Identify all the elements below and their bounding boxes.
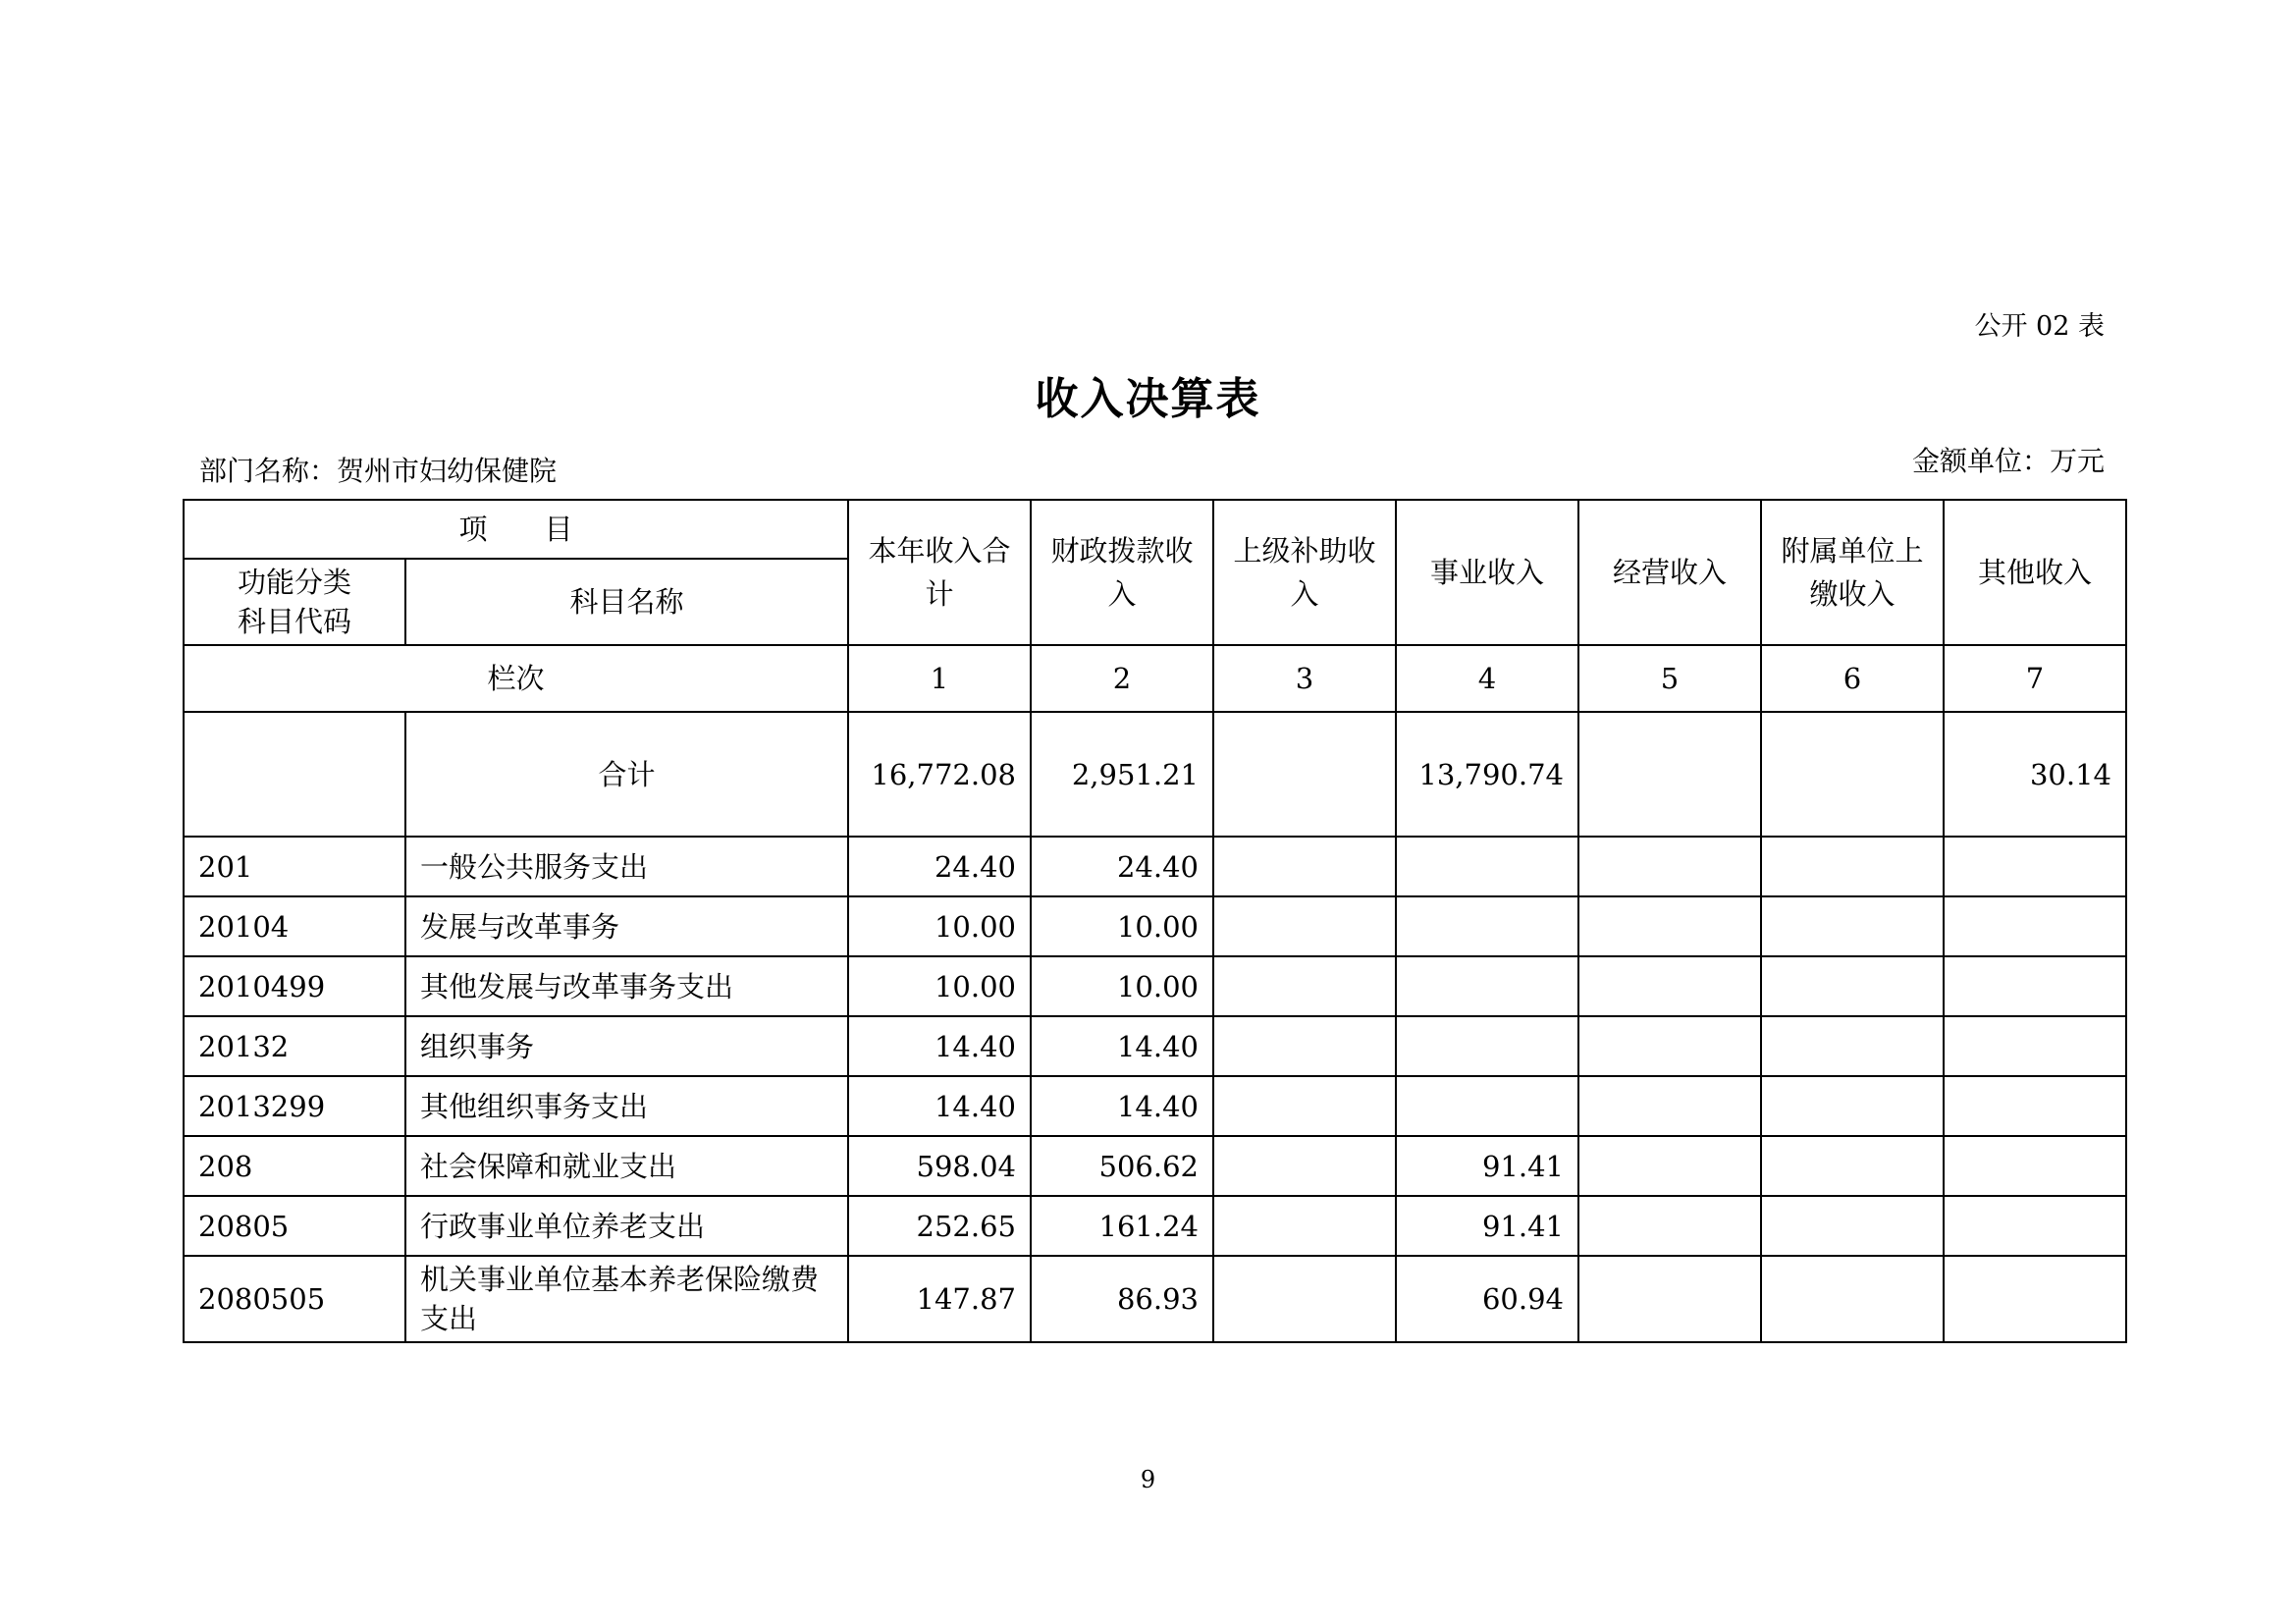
amount-cell [1578, 837, 1761, 896]
amount-cell: 14.40 [1031, 1016, 1213, 1076]
amount-cell: 10.00 [848, 956, 1031, 1016]
subject-code: 2010499 [184, 956, 405, 1016]
amount-cell [1944, 1196, 2126, 1256]
subject-name: 其他发展与改革事务支出 [405, 956, 848, 1016]
amount-cell [1396, 896, 1578, 956]
amount-cell: 10.00 [1031, 956, 1213, 1016]
amount-cell [1213, 956, 1396, 1016]
amount-cell [1944, 956, 2126, 1016]
table-row [184, 1076, 2126, 1136]
seq-number: 5 [1578, 645, 1761, 712]
total-code-cell [184, 712, 405, 837]
seq-number: 7 [1944, 645, 2126, 712]
amount-cell: 14.40 [1031, 1076, 1213, 1136]
table-row [184, 1196, 2126, 1256]
total-value: 30.14 [1944, 712, 2126, 837]
amount-cell [1944, 1016, 2126, 1076]
amount-cell: 91.41 [1396, 1196, 1578, 1256]
amount-unit: 金额单位：万元 [1911, 445, 2105, 477]
subject-code: 20805 [184, 1196, 405, 1256]
column-header: 事业收入 [1396, 500, 1578, 645]
amount-cell [1944, 1076, 2126, 1136]
subject-name: 组织事务 [405, 1016, 848, 1076]
table-row [184, 1136, 2126, 1196]
amount-cell: 24.40 [848, 837, 1031, 896]
amount-cell [1396, 837, 1578, 896]
total-value [1578, 712, 1761, 837]
amount-cell [1213, 1076, 1396, 1136]
amount-cell [1761, 837, 1944, 896]
amount-cell [1396, 956, 1578, 1016]
amount-cell [1944, 1136, 2126, 1196]
seq-number: 4 [1396, 645, 1578, 712]
amount-cell: 86.93 [1031, 1256, 1213, 1342]
amount-cell [1761, 896, 1944, 956]
header-subject-name: 科目名称 [405, 559, 848, 645]
amount-cell [1761, 1256, 1944, 1342]
amount-cell [1578, 1136, 1761, 1196]
amount-cell: 598.04 [848, 1136, 1031, 1196]
amount-cell [1761, 1196, 1944, 1256]
amount-cell [1578, 956, 1761, 1016]
amount-cell: 14.40 [848, 1016, 1031, 1076]
subject-name: 发展与改革事务 [405, 896, 848, 956]
seq-number: 6 [1761, 645, 1944, 712]
amount-cell: 161.24 [1031, 1196, 1213, 1256]
total-row [184, 712, 2126, 837]
column-header: 上级补助收 入 [1213, 500, 1396, 645]
amount-cell [1213, 1016, 1396, 1076]
total-value: 16,772.08 [848, 712, 1031, 837]
amount-cell [1761, 1076, 1944, 1136]
amount-cell: 10.00 [848, 896, 1031, 956]
column-header: 经营收入 [1578, 500, 1761, 645]
subject-name: 行政事业单位养老支出 [405, 1196, 848, 1256]
total-value [1761, 712, 1944, 837]
amount-cell [1213, 1196, 1396, 1256]
amount-cell: 91.41 [1396, 1136, 1578, 1196]
amount-cell: 60.94 [1396, 1256, 1578, 1342]
seq-number: 3 [1213, 645, 1396, 712]
page-title: 收入决算表 [1035, 374, 1261, 424]
amount-cell [1578, 1256, 1761, 1342]
amount-cell [1944, 896, 2126, 956]
subject-code: 20104 [184, 896, 405, 956]
seq-row [184, 645, 2126, 712]
table-row [184, 896, 2126, 956]
amount-cell [1578, 896, 1761, 956]
amount-cell: 14.40 [848, 1076, 1031, 1136]
subject-name: 其他组织事务支出 [405, 1076, 848, 1136]
table-row [184, 1016, 2126, 1076]
amount-cell: 506.62 [1031, 1136, 1213, 1196]
amount-cell [1944, 837, 2126, 896]
amount-cell [1213, 837, 1396, 896]
seq-number: 1 [848, 645, 1031, 712]
column-header: 其他收入 [1944, 500, 2126, 645]
subject-code: 208 [184, 1136, 405, 1196]
amount-cell [1213, 1256, 1396, 1342]
table-number: 公开 02 表 [1974, 311, 2105, 342]
amount-cell [1578, 1076, 1761, 1136]
amount-cell [1761, 1016, 1944, 1076]
amount-cell [1761, 956, 1944, 1016]
header-item: 项 目 [184, 500, 848, 559]
amount-cell [1578, 1016, 1761, 1076]
table-row [184, 956, 2126, 1016]
total-value [1213, 712, 1396, 837]
amount-cell: 10.00 [1031, 896, 1213, 956]
table-row [184, 837, 2126, 896]
subject-code: 2013299 [184, 1076, 405, 1136]
amount-cell [1761, 1136, 1944, 1196]
amount-cell: 252.65 [848, 1196, 1031, 1256]
seq-label: 栏次 [184, 645, 848, 712]
table-row [184, 1256, 2126, 1342]
subject-name: 机关事业单位基本养老保险缴费 支出 [405, 1256, 848, 1342]
subject-code: 201 [184, 837, 405, 896]
amount-cell [1213, 1136, 1396, 1196]
department-name: 部门名称：贺州市妇幼保健院 [199, 455, 558, 487]
subject-code: 20132 [184, 1016, 405, 1076]
header-func-code: 功能分类 科目代码 [184, 559, 405, 645]
amount-cell [1213, 896, 1396, 956]
amount-cell: 24.40 [1031, 837, 1213, 896]
total-value: 13,790.74 [1396, 712, 1578, 837]
total-value: 2,951.21 [1031, 712, 1213, 837]
subject-name: 社会保障和就业支出 [405, 1136, 848, 1196]
seq-number: 2 [1031, 645, 1213, 712]
amount-cell [1944, 1256, 2126, 1342]
subject-code: 2080505 [184, 1256, 405, 1342]
amount-cell [1396, 1016, 1578, 1076]
amount-cell [1578, 1196, 1761, 1256]
page-number: 9 [1140, 1466, 1156, 1493]
column-header: 财政拨款收 入 [1031, 500, 1213, 645]
header-row [184, 500, 2126, 559]
income-table [183, 499, 2127, 1343]
amount-cell [1396, 1076, 1578, 1136]
amount-cell: 147.87 [848, 1256, 1031, 1342]
total-label: 合计 [405, 712, 848, 837]
column-header: 附属单位上 缴收入 [1761, 500, 1944, 645]
column-header: 本年收入合 计 [848, 500, 1031, 645]
subject-name: 一般公共服务支出 [405, 837, 848, 896]
